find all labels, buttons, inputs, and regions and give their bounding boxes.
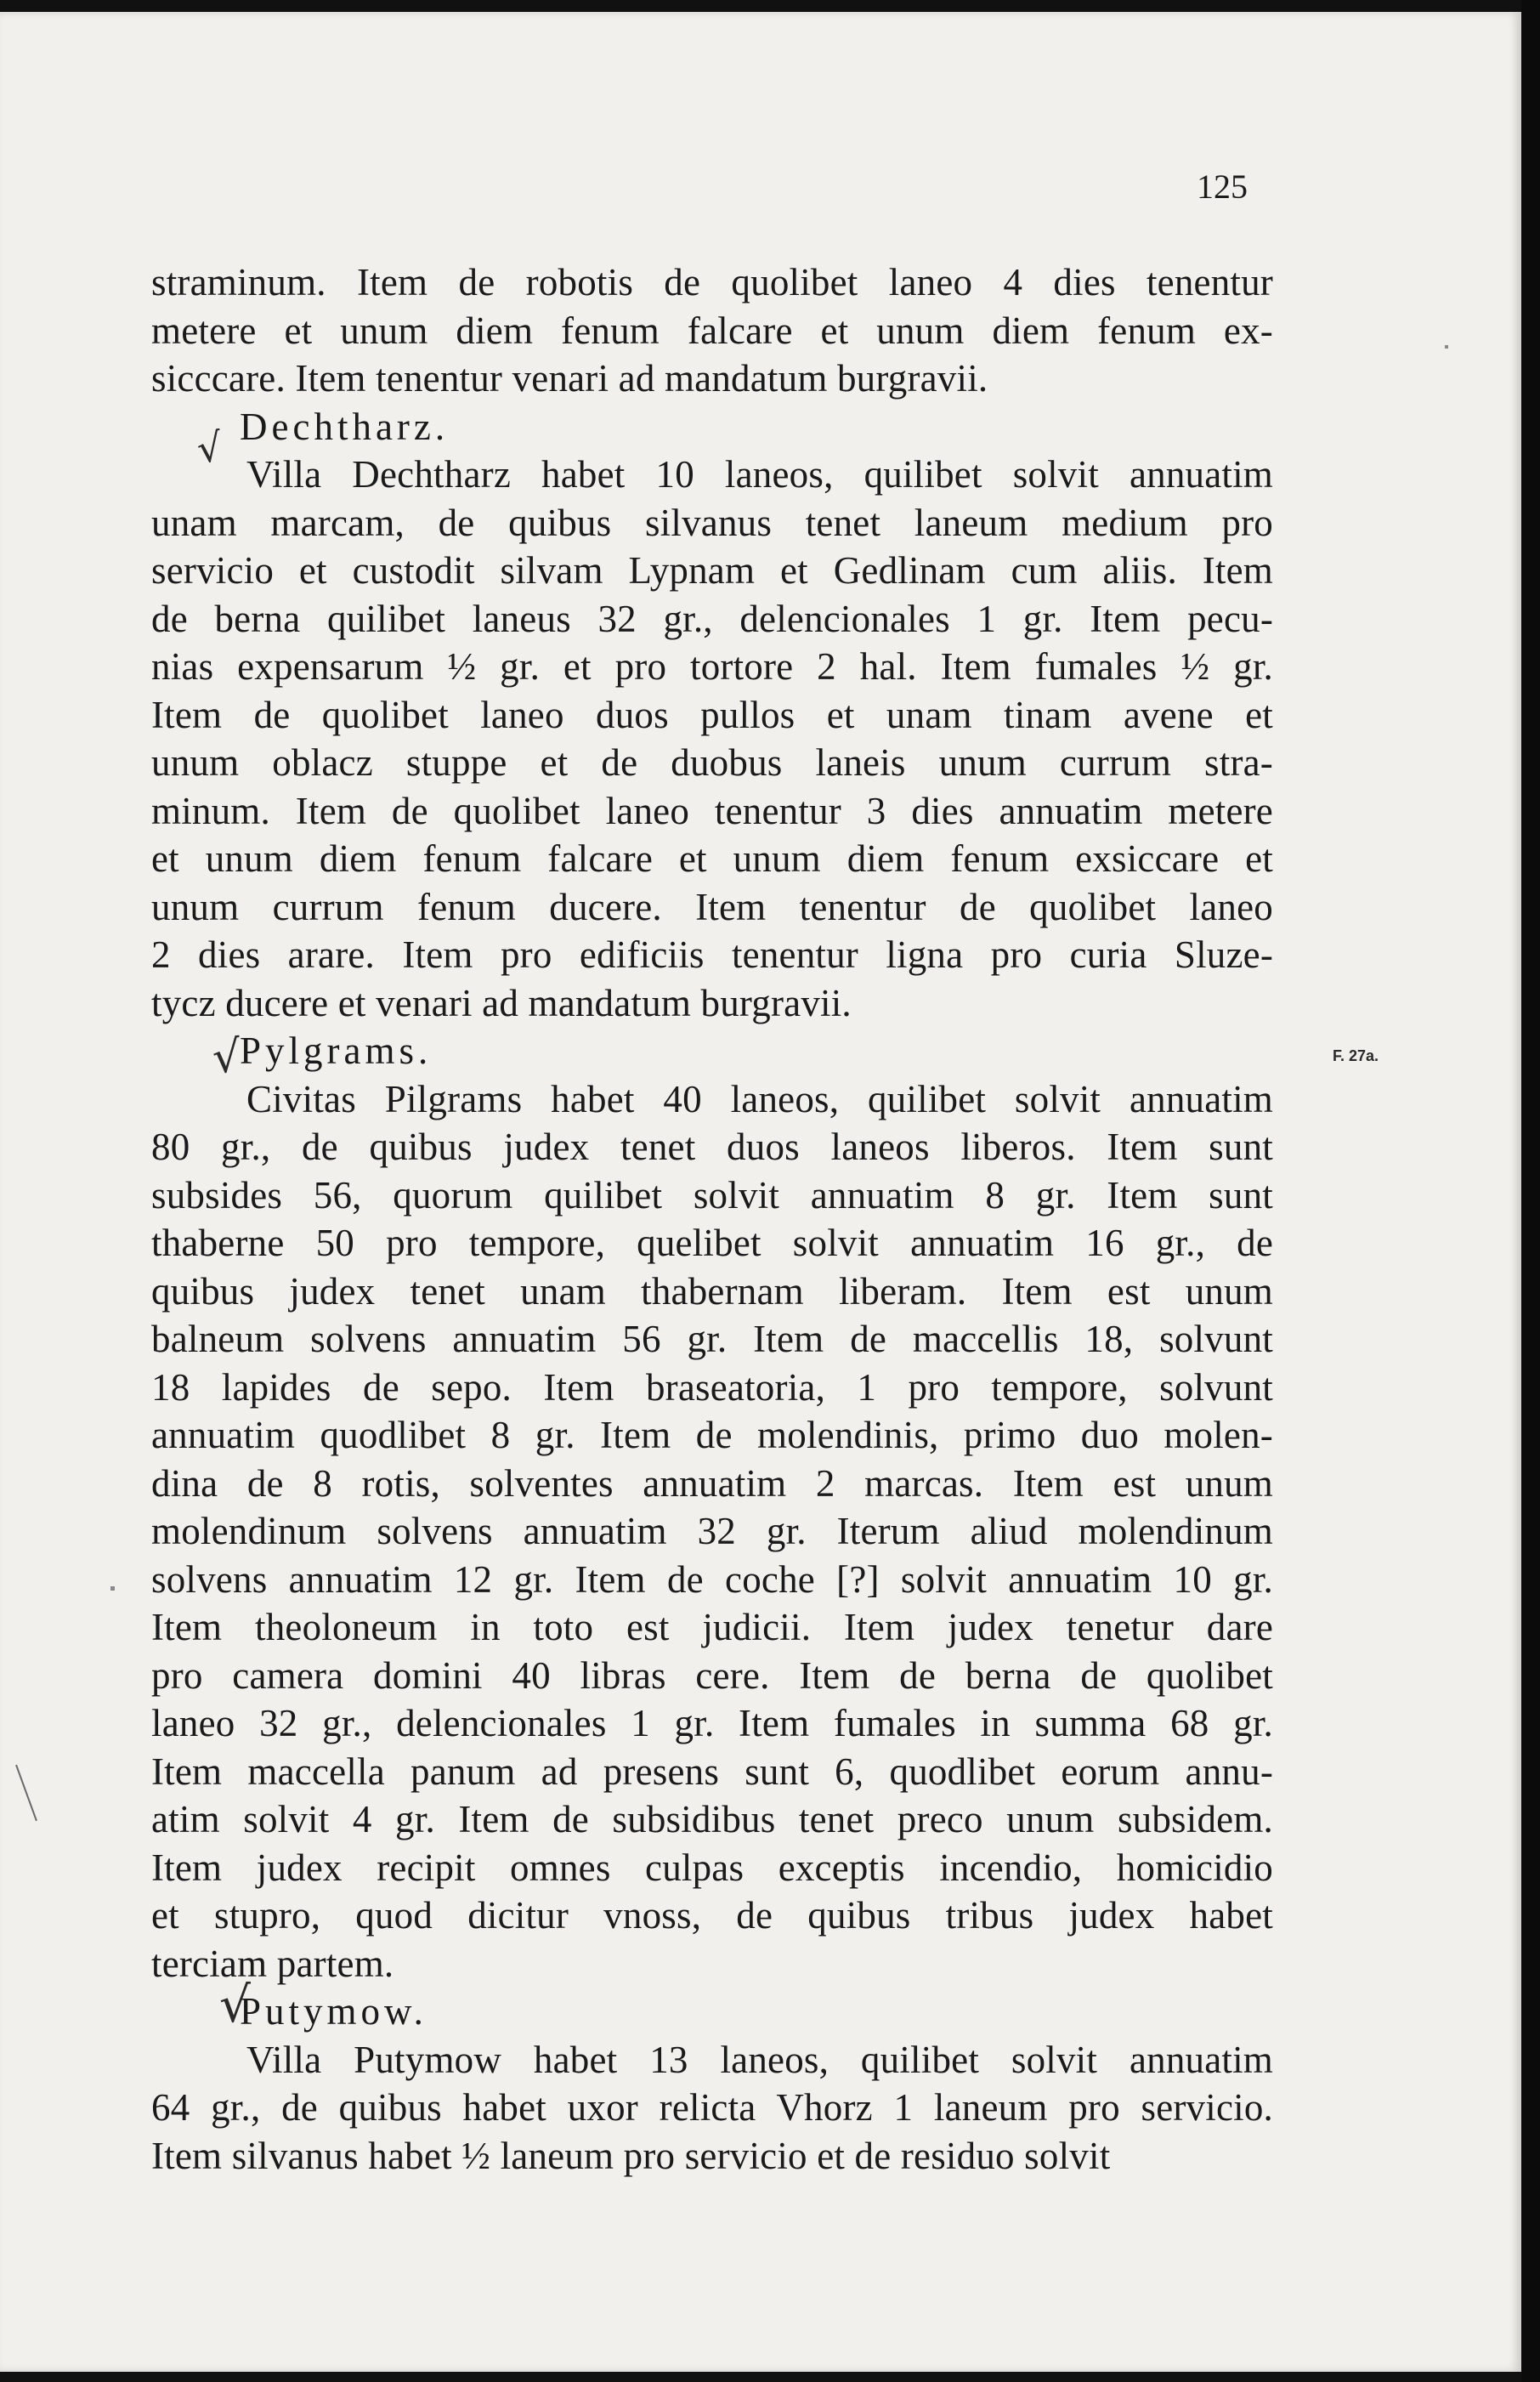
text-line: solvens annuatim 12 gr. Item de coche [?] solvit annuatim 10 gr. — [151, 1557, 1273, 1601]
checkmark-icon: √ — [210, 1030, 243, 1085]
text-line: dina de 8 rotis, solventes annuatim 2 marcas. Item est unum — [151, 1461, 1273, 1505]
text-line: pro camera domini 40 libras cere. Item de berna de quolibet — [151, 1653, 1273, 1697]
text-line: Civitas Pilgrams habet 40 laneos, quilibet solvit annuatim — [246, 1077, 1273, 1120]
text-line: balneum solvens annuatim 56 gr. Item de maccellis 18, solvunt — [151, 1318, 1273, 1360]
text-line: Item theoloneum in toto est judicii. Item judex tenetur dare — [151, 1606, 1273, 1648]
text-line: molendinum solvens annuatim 32 gr. Iterum aliud molendinum — [151, 1510, 1273, 1552]
text-line: et unum diem fenum falcare et unum diem fenum exsiccare et — [151, 837, 1273, 880]
text-line: Item de quolibet laneo duos pullos et unam tinam avene et — [151, 693, 1273, 736]
paper-blemish — [15, 1765, 37, 1821]
text-line: unam marcam, de quibus silvanus tenet laneum medium pro — [151, 501, 1273, 544]
text-line: straminum. Item de robotis de quolibet laneo 4 dies tenentur — [151, 261, 1273, 303]
text-line: unum oblacz stuppe et de duobus laneis unum currum stra- — [151, 741, 1273, 784]
section-heading: Dechtharz. — [240, 405, 450, 448]
text-line: unum currum fenum ducere. Item tenentur de quolibet laneo — [151, 885, 1273, 928]
text-line: atim solvit 4 gr. Item de subsidibus tenet preco unum subsidem. — [151, 1798, 1273, 1840]
body-text — [151, 258, 1273, 2180]
paper-speck — [110, 1586, 115, 1591]
text-line: Item maccella panum ad presens sunt 6, quodlibet eorum annu- — [151, 1750, 1273, 1793]
text-line: de berna quilibet laneus 32 gr., delencionales 1 gr. Item pecu- — [151, 597, 1273, 640]
text-line: 18 lapides de sepo. Item braseatoria, 1 pro tempore, solvunt — [151, 1365, 1273, 1409]
text-line: Villa Putymow habet 13 laneos, quilibet solvit annuatim — [246, 2038, 1273, 2081]
section-heading: Pylgrams. — [240, 1029, 433, 1072]
text-line: subsides 56, quorum quilibet solvit annuatim 8 gr. Item sunt — [151, 1173, 1273, 1217]
checkmark-icon: √ — [194, 423, 225, 473]
text-line: et stupro, quod dicitur vnoss, de quibus tribus judex habet — [151, 1894, 1273, 1937]
text-line: 80 gr., de quibus judex tenet duos laneos liberos. Item sunt — [151, 1126, 1273, 1168]
text-line: annuatim quodlibet 8 gr. Item de molendinis, primo duo molen- — [151, 1414, 1273, 1456]
text-line: terciam partem. — [151, 1942, 394, 1985]
text-line: Villa Dechtharz habet 10 laneos, quilibet solvit annuatim — [246, 453, 1273, 496]
text-line: laneo 32 gr., delencionales 1 gr. Item fumales in summa 68 gr. — [151, 1702, 1273, 1744]
text-line: minum. Item de quolibet laneo tenentur 3 dies annuatim metere — [151, 789, 1273, 832]
text-line: metere et unum diem fenum falcare et unum diem fenum ex- — [151, 309, 1273, 352]
section-heading: Putymow. — [240, 1990, 427, 2033]
text-line: 64 gr., de quibus habet uxor relicta Vhorz 1 laneum pro servicio. — [151, 2086, 1273, 2129]
text-line: servicio et custodit silvam Lypnam et Gedlinam cum aliis. Item — [151, 549, 1273, 592]
checkmark-icon: √ — [219, 1976, 251, 2033]
text-line: Item judex recipit omnes culpas exceptis incendio, homicidio — [151, 1846, 1273, 1889]
text-line: Item silvanus habet ½ laneum pro servicio et de residuo solvit — [151, 2134, 1111, 2177]
text-line: sicccare. Item tenentur venari ad mandatum burgravii. — [151, 357, 988, 400]
text-line: quibus judex tenet unam thabernam liberam. Item est unum — [151, 1269, 1273, 1313]
text-line: tycz ducere et venari ad mandatum burgravii. — [151, 981, 852, 1024]
text-line: thaberne 50 pro tempore, quelibet solvit annuatim 16 gr., de — [151, 1222, 1273, 1264]
scan-border — [1521, 0, 1540, 2382]
book-page — [0, 12, 1521, 2372]
folio-margin-note: F. 27a. — [1333, 1047, 1379, 1064]
page-number: 125 — [1197, 167, 1248, 206]
text-line: nias expensarum ½ gr. et pro tortore 2 hal. Item fumales ½ gr. — [151, 645, 1273, 688]
paper-speck — [1445, 345, 1448, 349]
text-line: 2 dies arare. Item pro edificiis tenentur ligna pro curia Sluze- — [151, 933, 1273, 976]
